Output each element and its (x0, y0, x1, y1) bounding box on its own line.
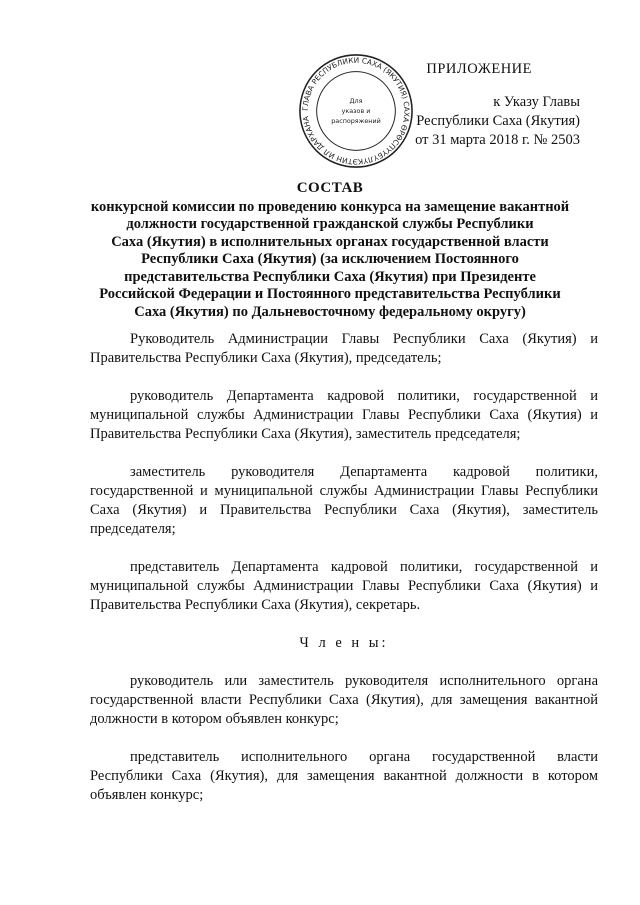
seal-center-line: указов и (341, 106, 371, 115)
decree-date-line: от 31 марта 2018 г. № 2503 (415, 132, 580, 148)
member-chairman: Руководитель Администрации Главы Республики Саха (Якутия) и Правительства Республики Саха (Якутия), председатель; (90, 331, 598, 366)
seal-ring-text: ГЛАВА РЕСПУБЛИКИ САХА (ЯКУТИЯ) САХА ӨРӨСПҮҮБҮЛҮКЭТИН ИЛ ДАРХАНА (300, 55, 412, 167)
members-heading: Ч л е н ы: (299, 635, 389, 651)
title-line: представительства Республики Саха (Якутия) при Президенте (124, 268, 536, 285)
decree-ref-line: Республики Саха (Якутия) (416, 113, 580, 129)
document-body (90, 330, 598, 824)
seal-center-line: распоряжений (331, 116, 381, 125)
member-deputy-chairman: заместитель руководителя Департамента кадровой политики, государственной и муниципальной службы Администрации Главы Республики Саха (Якутия) и Правительства Республики Саха (Якутия), заместитель председателя; (90, 464, 598, 537)
title-line: Саха (Якутия) в исполнительных органах государственной власти (111, 233, 549, 250)
title-line: Российской Федерации и Постоянного представительства Республики (99, 286, 561, 302)
member-secretary: представитель Департамента кадровой политики, государственной и муниципальной службы Администрации Главы Республики Саха (Якутия) и Правительства Республики Саха (Якутия), секретарь. (90, 559, 598, 613)
document-title (80, 180, 580, 321)
member-item: руководитель или заместитель руководителя исполнительного органа государственной власти Республики Саха (Якутия), для замещения вакантной должности в котором объявлен конкурс; (90, 673, 598, 727)
title-line: Саха (Якутия) по Дальневосточному федеральному округу) (134, 303, 526, 320)
decree-ref-line: к Указу Главы (493, 94, 580, 110)
title-line: конкурсной комиссии по проведению конкурса на замещение вакантной (90, 198, 570, 215)
title-main: СОСТАВ (296, 180, 364, 196)
appendix-label: ПРИЛОЖЕНИЕ (426, 61, 532, 77)
appendix-header (360, 60, 580, 150)
title-line: Республики Саха (Якутия) (за исключением Постоянного (141, 251, 519, 267)
title-line: должности государственной гражданской службы Республики (126, 216, 534, 232)
seal-center-line: Для (349, 97, 363, 106)
member-deputy-chairman: руководитель Департамента кадровой политики, государственной и муниципальной службы Администрации Главы Республики Саха (Якутия) и Правительства Республики Саха (Якутия), заместитель председателя; (90, 388, 598, 442)
member-item: представитель исполнительного органа государственной власти Республики Саха (Якутия), для замещения вакантной должности в котором объявлен конкурс; (90, 749, 598, 803)
